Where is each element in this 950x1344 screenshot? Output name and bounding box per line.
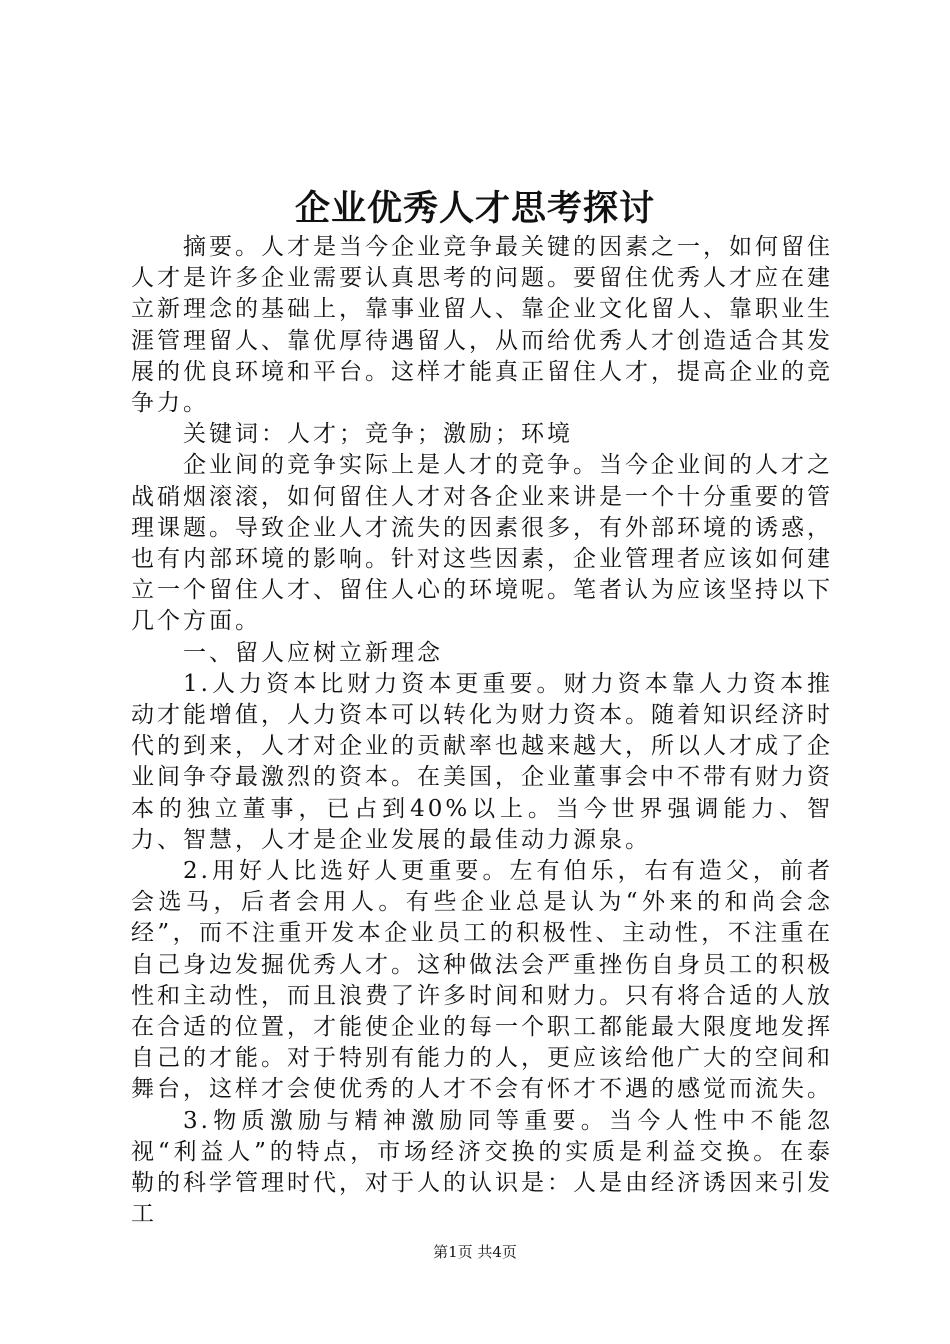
page-footer: 第1页 共4页 (433, 1243, 517, 1261)
document-body (131, 232, 833, 1231)
abstract-paragraph: 摘要。人才是当今企业竞争最关键的因素之一，如何留住人才是许多企业需要认真思考的问题。要留住优秀人才应在建立新理念的基础上，靠事业留人、靠企业文化留人、靠职业生涯管理留人、靠优厚待遇留人，从而给优秀人才创造适合其发展的优良环境和平台。这样才能真正留住人才，提高企业的竞争力。 (131, 234, 833, 417)
keywords-paragraph: 关键词：人才；竞争；激励；环境 (183, 421, 573, 448)
intro-paragraph: 企业间的竞争实际上是人才的竞争。当今企业间的人才之战硝烟滚滚，如何留住人才对各企业来讲是一个十分重要的管理课题。导致企业人才流失的因素很多，有外部环境的诱惑，也有内部环境的影响。针对这些因素，企业管理者应该如何建立一个留住人才、留住人心的环境呢。笔者认为应该坚持以下几个方面。 (131, 452, 833, 635)
point-3-paragraph: 3.物质激励与精神激励同等重要。当今人性中不能忽视“利益人”的特点，市场经济交换的实质是利益交换。在泰勒的科学管理时代，对于人的认识是：人是由经济诱因来引发工 (131, 1107, 833, 1228)
point-2-paragraph: 2.用好人比选好人更重要。左有伯乐，右有造父，前者会选马，后者会用人。有些企业总是认为“外来的和尚会念经”，而不注重开发本企业员工的积极性、主动性，不注重在自己身边发掘优秀人才。这种做法会严重挫伤自身员工的积极性和主动性，而且浪费了许多时间和财力。只有将合适的人放在合适的位置，才能使企业的每一个职工都能最大限度地发挥自己的才能。对于特别有能力的人，更应该给他广大的空间和舞台，这样才会使优秀的人才不会有怀才不遇的感觉而流失。 (131, 858, 833, 1103)
point-1-paragraph: 1.人力资本比财力资本更重要。财力资本靠人力资本推动才能增值，人力资本可以转化为财力资本。随着知识经济时代的到来，人才对企业的贡献率也越来越大，所以人才成了企业间争夺最激烈的资本。在美国，企业董事会中不带有财力资本的独立董事，已占到40%以上。当今世界强调能力、智力、智慧，人才是企业发展的最佳动力源泉。 (131, 670, 833, 853)
section-heading: 一、留人应树立新理念 (183, 639, 443, 666)
document-title: 企业优秀人才思考探讨 (294, 188, 655, 229)
